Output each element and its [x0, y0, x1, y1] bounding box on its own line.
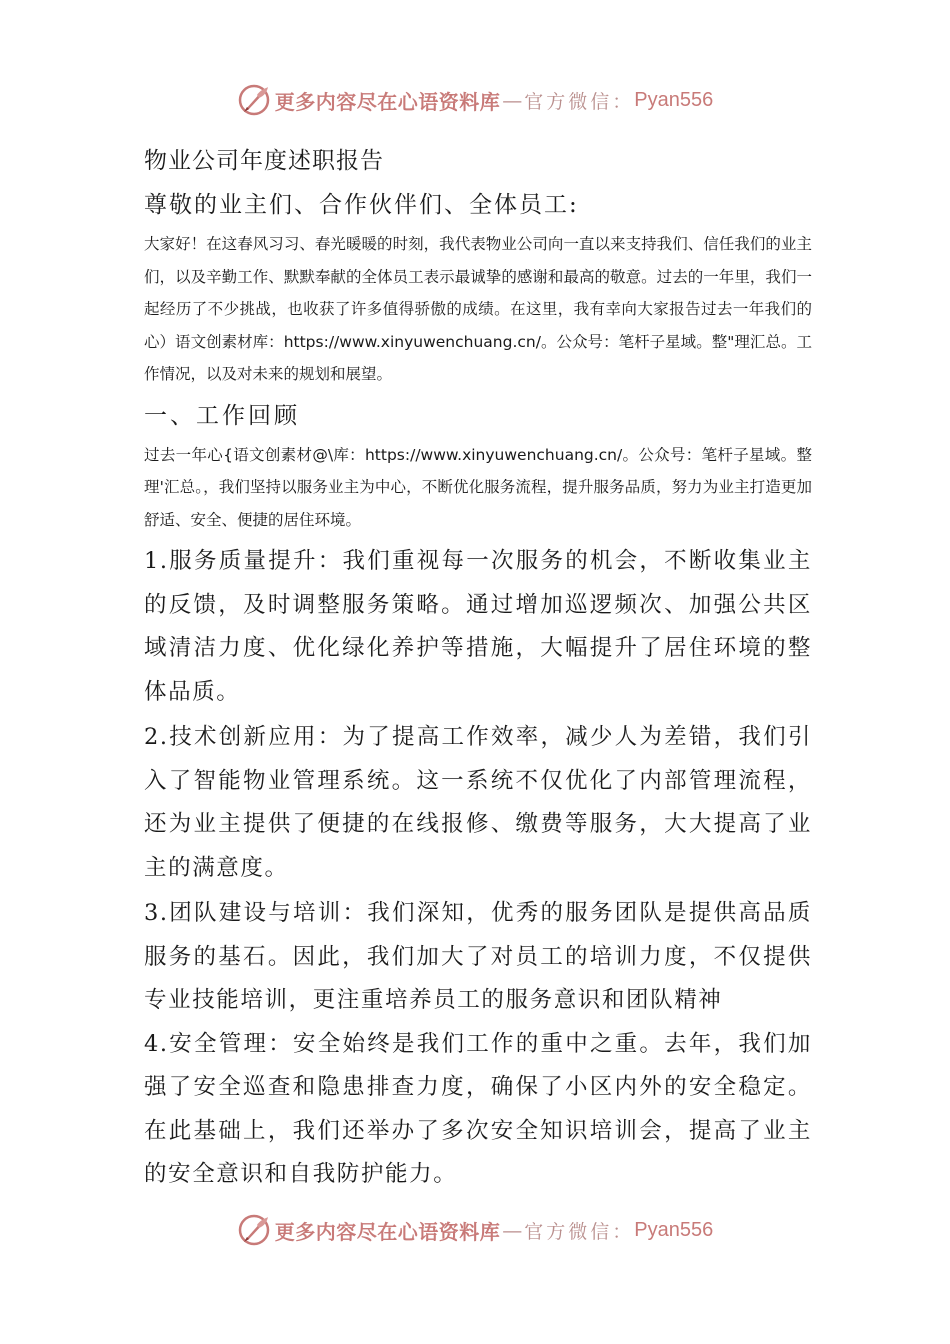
watermark-brand: 更多内容尽在心语资料库: [274, 89, 501, 114]
watermark-dash: —: [502, 88, 523, 112]
watermark-dash: —: [502, 1218, 523, 1242]
list-item-tech-innovation: 2.技术创新应用：为了提高工作效率，减少人为差错，我们引入了智能物业管理系统。这一系统不仅优化了内部管理流程，还为业主提供了便捷的在线报修、缴费等服务，大大提高了业主的满意度。: [144, 724, 812, 881]
watermark-official: 官方微信：: [524, 1220, 635, 1243]
watermark-brand: 更多内容尽在心语资料库: [274, 1219, 501, 1244]
intro-paragraph: 大家好！在这春风习习、春光暖暖的时刻，我代表物业公司向一直以来支持我们、信任我们的业主们，以及辛勤工作、默默奉献的全体员工表示最诚挚的感谢和最高的敬意。过去的一年里，我们一起经历了不少挑战，也收获了许多值得骄傲的成绩。在这里，我有幸向大家报告过去一年我们的心）语文创素材库：https://www.xinyuwenchuang.cn/。公众号：笔杆子星域。整"理汇总。工作情况，以及对未来的规划和展望。: [144, 235, 812, 383]
section-intro-paragraph: 过去一年心{语文创素材@\库：https://www.xinyuwenchuang.cn/。公众号：笔杆子星域。整理'汇总。，我们坚持以服务业主为中心，不断优化服务流程，提升服务品质，努力为业主打造更加舒适、安全、便捷的居住环境。: [144, 445, 812, 529]
document-body: [144, 140, 812, 1197]
footer-watermark: [0, 1210, 950, 1250]
list-item-service-quality: 1.服务质量提升：我们重视每一次服务的机会，不断收集业主的反馈，及时调整服务策略。通过增加巡逻频次、加强公共区域清洁力度、优化绿化养护等措施，大幅提升了居住环境的整体品质。: [144, 548, 812, 705]
quill-pen-logo-icon: [237, 83, 271, 117]
header-watermark: [0, 80, 950, 120]
watermark-wechat-id: Pyan556: [634, 88, 714, 111]
quill-pen-logo-icon: [237, 1213, 271, 1247]
watermark-wechat-id: Pyan556: [634, 1218, 714, 1241]
document-greeting: 尊敬的业主们、合作伙伴们、全体员工:: [144, 192, 579, 218]
watermark-official: 官方微信：: [524, 90, 635, 113]
section-heading-work-review: 一、工作回顾: [144, 402, 300, 429]
list-item-team-building: 3.团队建设与培训：我们深知，优秀的服务团队是提供高品质服务的基石。因此，我们加大了对员工的培训力度，不仅提供专业技能培训，更注重培养员工的服务意识和团队精神: [144, 900, 812, 1013]
document-title: 物业公司年度述职报告: [144, 148, 384, 174]
list-item-safety-management: 4.安全管理：安全始终是我们工作的重中之重。去年，我们加强了安全巡查和隐患排查力度，确保了小区内外的安全稳定。在此基础上，我们还举办了多次安全知识培训会，提高了业主的安全意识和自我防护能力。: [144, 1030, 812, 1187]
